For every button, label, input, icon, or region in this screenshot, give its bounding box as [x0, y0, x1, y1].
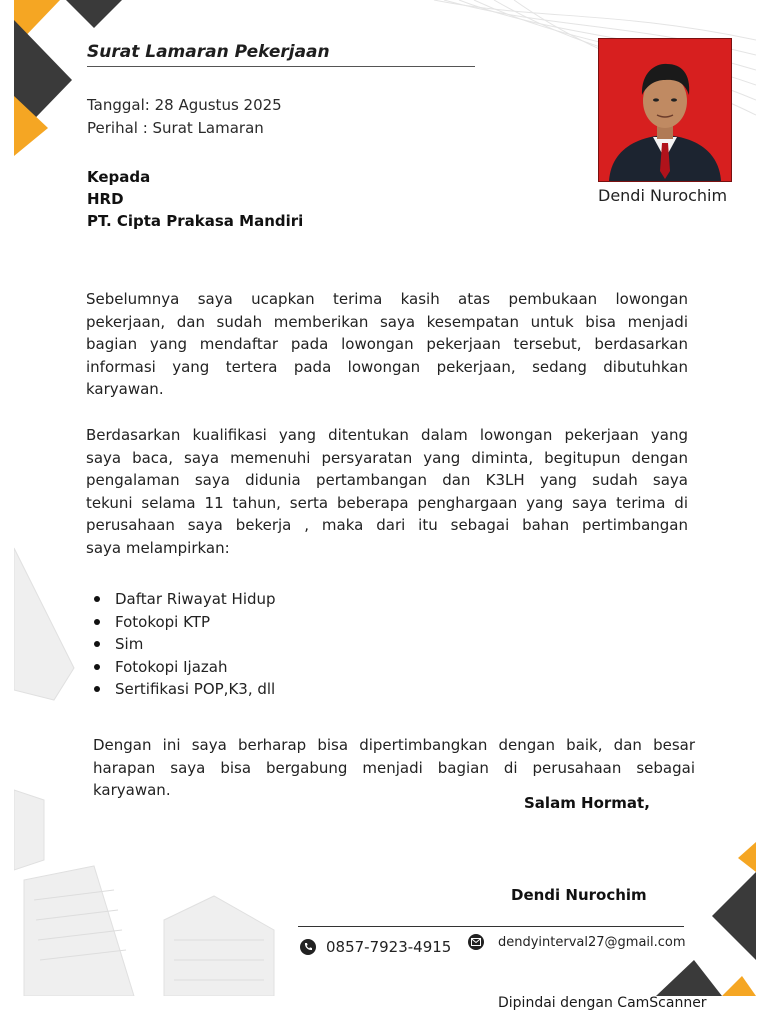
- title-underline: [87, 66, 475, 67]
- attachment-item: [92, 611, 276, 634]
- paragraph-line: bagian yang mendaftar pada lowongan pekerjaan tersebut, berdasarkan: [86, 335, 688, 354]
- bullet-icon: [94, 619, 100, 625]
- paragraph-line: harapan saya bisa bergabung menjadi bagian di perusahaan sebagai: [93, 758, 695, 777]
- paragraph-line: karyawan.: [86, 380, 164, 399]
- recipient-to: Kepada: [87, 168, 151, 186]
- bullet-icon: [94, 596, 100, 602]
- paragraph-line: pekerjaan, dan sudah memberikan saya kesempatan untuk bisa menjadi: [86, 312, 688, 331]
- attachment-label: Fotokopi Ijazah: [115, 657, 228, 676]
- applicant-photo: [598, 38, 732, 182]
- attachment-list: [92, 588, 276, 701]
- attachment-item: [92, 633, 276, 656]
- paragraph-line: Dengan ini saya berharap bisa dipertimbangkan dengan baik, dan besar: [93, 736, 695, 754]
- attachment-item: [92, 656, 276, 679]
- attachment-label: Sertifikasi POP,K3, dll: [115, 680, 276, 698]
- bullet-icon: [94, 664, 100, 670]
- bullet-icon: [94, 686, 100, 692]
- recipient-company: PT. Cipta Prakasa Mandiri: [87, 212, 304, 230]
- attachment-label: Fotokopi KTP: [115, 612, 210, 631]
- email-icon: [468, 934, 484, 950]
- paragraph-line: saya baca, saya memenuhi persyaratan yang diminta, begitupun dengan: [86, 448, 688, 467]
- portrait-image: [599, 39, 731, 181]
- attachment-item: [92, 588, 276, 611]
- paragraph-line: saya melampirkan:: [86, 538, 230, 557]
- email-contact: [468, 934, 686, 950]
- paragraph-line: perusahaan saya bekerja , maka dari itu sebagai bahan pertimbangan: [86, 516, 688, 535]
- paragraph-closing: [93, 734, 695, 802]
- signature-name: Dendi Nurochim: [511, 886, 647, 904]
- closing-salutation: Salam Hormat,: [524, 794, 650, 812]
- paragraph-opening: [86, 288, 688, 401]
- attachment-item: [92, 678, 276, 701]
- paragraph-line: Berdasarkan kualifikasi yang ditentukan dalam lowongan pekerjaan yang: [86, 426, 688, 444]
- contact-divider: [298, 926, 684, 927]
- subject-line: Perihal : Surat Lamaran: [87, 119, 264, 137]
- paragraph-line: tekuni selama 11 tahun, serta beberapa penghargaan yang saya terima di: [86, 493, 688, 512]
- bullet-icon: [94, 641, 100, 647]
- phone-icon: [300, 939, 316, 955]
- letter-page: [14, 0, 756, 996]
- email-address: dendyinterval27@gmail.com: [498, 934, 686, 950]
- attachment-label: Sim: [115, 635, 144, 653]
- phone-contact: [300, 938, 451, 956]
- paragraph-line: Sebelumnya saya ucapkan terima kasih atas pembukaan lowongan: [86, 290, 688, 308]
- recipient-department: HRD: [87, 190, 124, 208]
- date-line: Tanggal: 28 Agustus 2025: [87, 96, 282, 114]
- photo-caption: Dendi Nurochim: [598, 186, 728, 205]
- phone-number: 0857-7923-4915: [326, 938, 452, 956]
- paragraph-line: pengalaman saya didunia pertambangan dan K3LH yang sudah saya: [86, 471, 688, 490]
- attachment-label: Daftar Riwayat Hidup: [115, 590, 276, 608]
- paragraph-line: karyawan.: [93, 781, 171, 800]
- letter-title: Surat Lamaran Pekerjaan: [87, 42, 330, 62]
- paragraph-line: informasi yang tertera pada lowongan pekerjaan, sedang dibutuhkan: [86, 357, 688, 376]
- scanner-watermark: Dipindai dengan CamScanner: [498, 995, 707, 1011]
- paragraph-qualifications: [86, 424, 688, 560]
